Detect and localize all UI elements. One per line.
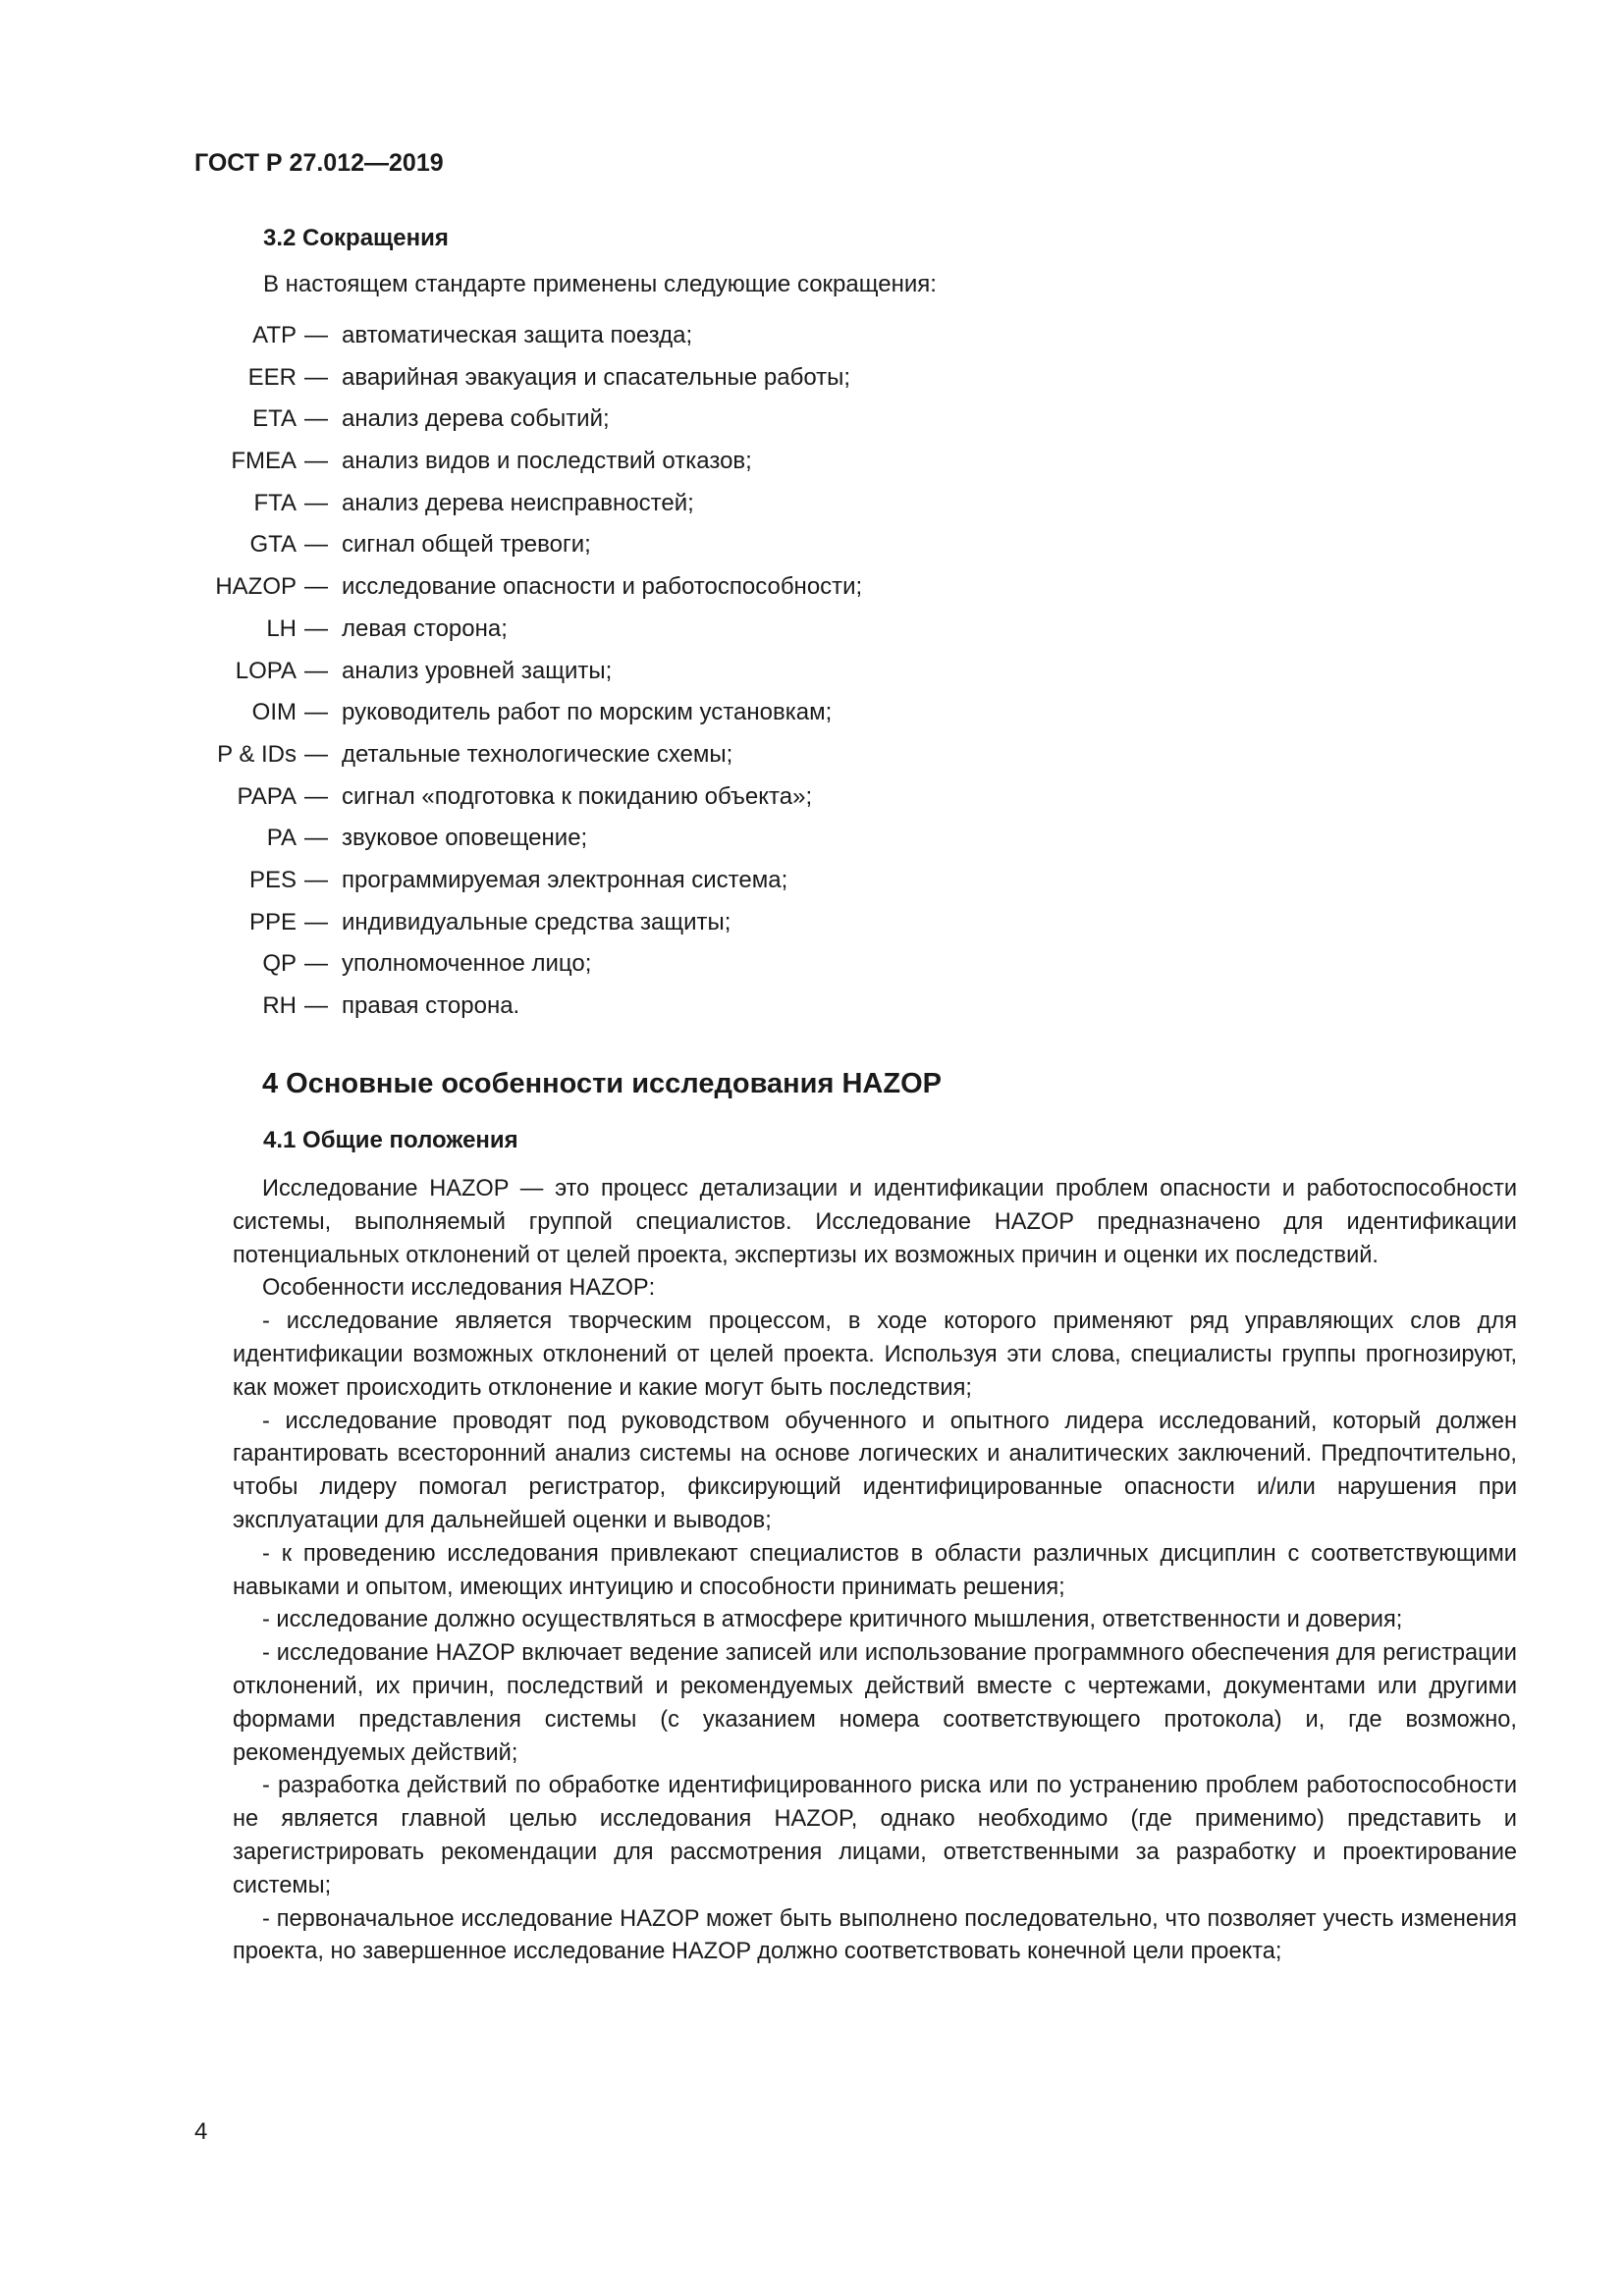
abbreviation-definition: сигнал «подготовка к покиданию объекта»; (342, 782, 813, 810)
page-number: 4 (194, 2118, 208, 2145)
abbreviation-definition: звуковое оповещение; (342, 825, 588, 852)
abbreviation-dash: — (304, 699, 328, 726)
abbreviation-definition: руководитель работ по морским установкам; (342, 699, 833, 726)
abbreviation-dash: — (304, 992, 328, 1019)
body-paragraph: Исследование HAZOP — это процесс детализации и идентификации проблем опасности и работоспособности системы, выполняемый группой специалистов. Исследование HAZOP предназначено для идентификации потенциальных отклонений от целей проекта, экспертизы их возможных причин и оценки их последствий. (233, 1176, 1517, 1268)
abbreviation-definition: аварийная эвакуация и спасательные работы; (342, 363, 851, 391)
abbreviation-item (0, 316, 1624, 358)
abbreviation-dash: — (304, 489, 328, 516)
abbreviation-term: LOPA (235, 657, 297, 684)
abbreviation-item (0, 861, 1624, 903)
abbreviation-dash: — (304, 657, 328, 684)
abbreviation-item (0, 442, 1624, 484)
abbreviation-item (0, 735, 1624, 777)
abbreviation-term: EER (247, 363, 297, 391)
abbreviations-intro: В настоящем стандарте применены следующие сокращения: (263, 271, 937, 297)
section-4-title: 4 Основные особенности исследования HAZOP (262, 1068, 942, 1099)
abbreviation-term: GTA (249, 531, 297, 559)
section-3-2-title: 3.2 Сокращения (263, 225, 449, 251)
abbreviation-term: QP (262, 950, 297, 978)
abbreviations-list (0, 316, 1624, 1029)
abbreviation-dash: — (304, 782, 328, 810)
abbreviation-item (0, 777, 1624, 820)
abbreviation-item (0, 652, 1624, 694)
abbreviation-term: OIM (251, 699, 297, 726)
abbreviation-definition: левая сторона; (342, 614, 508, 642)
body-paragraph: - исследование является творческим процессом, в ходе которого применяют ряд управляющих слов для идентификации возможных отклонений от целей проекта. Используя эти слова, специалисты группы прогнозируют, как может происходить отклонение и какие могут быть последствия; (233, 1308, 1517, 1401)
abbreviation-definition: автоматическая защита поезда; (342, 322, 693, 348)
abbreviation-term: PA (266, 825, 297, 852)
abbreviation-term: ETA (252, 405, 297, 433)
document-code-header: ГОСТ Р 27.012—2019 (194, 149, 444, 177)
abbreviation-item (0, 525, 1624, 567)
abbreviation-term: FMEA (231, 448, 297, 475)
abbreviation-dash: — (304, 740, 328, 768)
abbreviation-term: PAPA (237, 782, 297, 810)
abbreviation-item (0, 400, 1624, 442)
body-paragraph: - к проведению исследования привлекают специалистов в области различных дисциплин с соответствующими навыками и опытом, имеющих интуицию и способности принимать решения; (233, 1540, 1517, 1600)
body-paragraph: - первоначальное исследование HAZOP может быть выполнено последовательно, что позволяет учесть изменения проекта, но завершенное исследование HAZOP должно соответствовать конечной цели проекта; (233, 1905, 1517, 1965)
body-paragraph: Особенности исследования HAZOP: (262, 1275, 656, 1302)
abbreviation-dash: — (304, 448, 328, 475)
abbreviation-definition: программируемая электронная система; (342, 866, 788, 893)
abbreviation-term: ATP (252, 322, 297, 348)
abbreviation-term: P & IDs (217, 740, 297, 768)
abbreviation-definition: анализ дерева событий; (342, 405, 610, 433)
abbreviation-item (0, 903, 1624, 945)
abbreviation-item (0, 819, 1624, 861)
body-paragraph: - исследование HAZOP включает ведение записей или использование программного обеспечения для регистрации отклонений, их причин, последствий и рекомендуемых действий вместе с чертежами, документами или другими формами представления системы (с указанием номера соответствующего протокола) и, где возможно, рекомендуемых действий; (233, 1640, 1517, 1766)
abbreviation-dash: — (304, 322, 328, 348)
abbreviation-dash: — (304, 573, 328, 601)
abbreviation-dash: — (304, 614, 328, 642)
body-paragraph: - исследование должно осуществляться в атмосфере критичного мышления, ответственности и доверия; (262, 1607, 1403, 1633)
abbreviation-dash: — (304, 950, 328, 978)
abbreviation-definition: анализ видов и последствий отказов; (342, 448, 752, 475)
section-4-1-body (233, 1173, 1517, 1969)
abbreviation-definition: индивидуальные средства защиты; (342, 908, 731, 935)
abbreviation-dash: — (304, 866, 328, 893)
abbreviation-definition: правая сторона. (342, 992, 520, 1019)
abbreviation-term: PES (248, 866, 297, 893)
section-4-1-title: 4.1 Общие положения (263, 1127, 518, 1153)
abbreviation-definition: анализ дерева неисправностей; (342, 489, 694, 516)
abbreviation-definition: уполномоченное лицо; (342, 950, 592, 978)
abbreviation-item (0, 944, 1624, 987)
abbreviation-item (0, 567, 1624, 610)
abbreviation-item (0, 693, 1624, 735)
abbreviation-term: PPE (248, 908, 297, 935)
abbreviation-term: HAZOP (215, 573, 297, 601)
abbreviation-item (0, 610, 1624, 652)
abbreviation-definition: исследование опасности и работоспособности; (342, 573, 863, 601)
abbreviation-dash: — (304, 363, 328, 391)
abbreviation-item (0, 358, 1624, 400)
abbreviation-dash: — (304, 405, 328, 433)
abbreviation-term: LH (266, 614, 297, 642)
abbreviation-dash: — (304, 908, 328, 935)
abbreviation-item (0, 484, 1624, 526)
body-paragraph: - исследование проводят под руководством обученного и опытного лидера исследований, который должен гарантировать всесторонний анализ системы на основе логических и аналитических заключений. Предпочтительно, чтобы лидеру помогал регистратор, фиксирующий идентифицированные опасности и/или нарушения при эксплуатации для дальнейшей оценки и выводов; (233, 1408, 1517, 1533)
abbreviation-item (0, 987, 1624, 1029)
abbreviation-definition: анализ уровней защиты; (342, 657, 613, 684)
abbreviation-term: FTA (253, 489, 297, 516)
abbreviation-dash: — (304, 531, 328, 559)
body-paragraph: - разработка действий по обработке идентифицированного риска или по устранению проблем работоспособности не является главной целью исследования HAZOP, однако необходимо (где применимо) представить и зарегистрировать рекомендации для рассмотрения лицами, ответственными за разработку и проектирование системы; (233, 1773, 1517, 1898)
abbreviation-definition: сигнал общей тревоги; (342, 531, 591, 559)
abbreviation-definition: детальные технологические схемы; (342, 740, 733, 768)
abbreviation-dash: — (304, 825, 328, 852)
abbreviation-term: RH (262, 992, 297, 1019)
